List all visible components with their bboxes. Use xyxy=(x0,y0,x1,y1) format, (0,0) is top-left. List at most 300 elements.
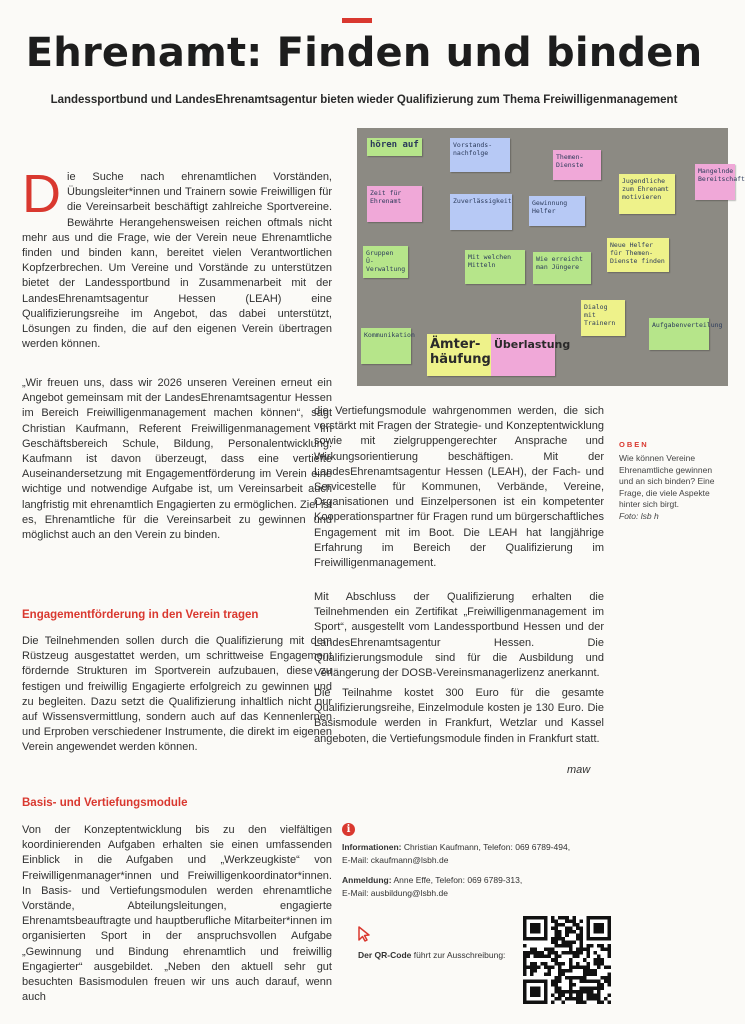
qr-module xyxy=(569,948,573,952)
qr-module xyxy=(537,965,541,969)
qr-module xyxy=(530,972,534,976)
caption-label: OBEN xyxy=(619,440,649,449)
qr-module xyxy=(551,951,555,955)
article-col2-p3: Die Teilnahme kostet 300 Euro für die gesamte Qualifizierungsreihe, Einzelmodule kosten je 130 Euro. Die Basismodule werden in Frankfurt, Wetzlar und Kassel angeboten, die Vertiefungsmodule finden in Frankfurt statt. xyxy=(314,687,604,745)
qr-module xyxy=(586,993,590,997)
qr-module xyxy=(555,920,559,924)
registration-text: Anne Effe, Telefon: 069 6789-313, xyxy=(393,875,523,885)
qr-module xyxy=(569,944,573,948)
qr-module xyxy=(583,965,587,969)
contact-email[interactable]: E-Mail: ckaufmann@lsbh.de xyxy=(342,854,449,865)
qr-module xyxy=(583,1000,587,1004)
qr-module xyxy=(534,965,538,969)
qr-module xyxy=(597,986,601,990)
qr-module xyxy=(551,941,555,945)
qr-module xyxy=(551,927,555,931)
section-heading-2: Basis- und Vertiefungsmodule xyxy=(22,797,188,809)
qr-module xyxy=(537,955,541,959)
qr-module xyxy=(597,958,601,962)
sticky-note: Gruppen Ü-Verwaltung xyxy=(363,246,408,278)
qr-module xyxy=(607,972,611,976)
qr-module xyxy=(569,986,573,990)
qr-module xyxy=(583,986,587,990)
qr-module xyxy=(555,986,559,990)
qr-module xyxy=(597,944,601,948)
qr-module xyxy=(544,972,548,976)
qr-text: führt zur Ausschreibung: xyxy=(413,950,506,960)
qr-module xyxy=(534,955,538,959)
qr-module xyxy=(565,990,569,994)
qr-module xyxy=(579,934,583,938)
registration-email[interactable]: E-Mail: ausbildung@lsbh.de xyxy=(342,887,448,898)
qr-module xyxy=(593,997,597,1001)
sticky-note: Themen-Dienste xyxy=(553,150,601,180)
page-title: Ehrenamt: Finden und binden xyxy=(25,30,703,76)
qr-module xyxy=(583,990,587,994)
qr-module xyxy=(562,941,566,945)
article-section-2: Von der Konzeptentwicklung bis zu den vielfältigen koordinierenden Aufgaben erhalten sie einen umfassenden Einblick in die Aufgaben und „Werkzeugkiste“ von Freiwilligenmanager*innen und Freiwilligenkoordinator*innen. In Basis- und Vertiefungsmodulen werden ehrenamtliche Vorstände, Abteilungsleitungen, engagierte Ehrenamtsbeauftragte und hauptberufliche Mitarbeiter*innen im organisierten Sport in der anspruchsvollen Aufgabe „Gewinnung und Bindung ehrenamtlich und freiwillig Engagierter“ ausgebildet. „Neben den aktuell sehr gut besuchten Basismodulen freuen wir uns auch darauf, wenn auch xyxy=(22,824,332,1004)
qr-module xyxy=(548,972,552,976)
qr-module xyxy=(569,920,573,924)
qr-module xyxy=(523,944,527,948)
qr-module xyxy=(555,951,559,955)
qr-module xyxy=(579,930,583,934)
qr-module xyxy=(572,997,576,1001)
qr-module xyxy=(562,923,566,927)
qr-module xyxy=(590,986,594,990)
qr-module xyxy=(593,986,597,990)
qr-module xyxy=(555,955,559,959)
qr-module xyxy=(527,965,531,969)
qr-module xyxy=(607,976,611,980)
qr-module xyxy=(600,1000,604,1004)
article-col2-p2: Mit Abschluss der Qualifizierung erhalten die Teilnehmenden ein Zertifikat „Freiwilligenmanagement im Sport“, ausgestellt vom Landessportbund Hessen und der LandesEhrenamtsagentur Hessen. Die Qualifizierungsmodule sind für die Ausbildung und Verlängerung der DOSB-Vereinsmanagerlizenz anerkannt. xyxy=(314,591,604,680)
qr-module xyxy=(544,955,548,959)
qr-module xyxy=(576,948,580,952)
qr-module xyxy=(562,990,566,994)
qr-module xyxy=(572,916,576,920)
qr-module xyxy=(551,958,555,962)
qr-module xyxy=(565,934,569,938)
qr-module xyxy=(569,979,573,983)
qr-module xyxy=(586,969,590,973)
section-heading-1: Engagementförderung in den Verein tragen xyxy=(22,609,259,621)
qr-module xyxy=(586,951,590,955)
qr-module xyxy=(579,951,583,955)
photo-caption xyxy=(619,453,727,522)
photo-credit: Foto: lsb h xyxy=(619,510,659,521)
qr-module xyxy=(569,976,573,980)
qr-module xyxy=(569,969,573,973)
article-section-1: Die Teilnehmenden sollen durch die Qualifizierung mit dem Rüstzeug ausgestattet werden, um schrittweise Engagement fördernde Strukturen im Sportverein aufzubauen, diese zu festigen und freiwillig Engagierte erfolgreich zu gewinnen und zu begleiten. Dazu setzt die Qualifizierung inhaltlich nicht nur auf Wissensvermittlung, sondern auch auf das Kennenlernen und Erproben verschiedener Instrumente, die direkt im eigenen Verein angewendet werden können. xyxy=(22,635,332,754)
qr-module xyxy=(565,920,569,924)
qr-module xyxy=(544,962,548,966)
qr-module xyxy=(558,976,562,980)
qr-module xyxy=(555,958,559,962)
qr-label: Der QR-Code xyxy=(358,950,412,960)
qr-module xyxy=(555,983,559,987)
qr-caption xyxy=(358,950,505,960)
qr-module xyxy=(565,941,569,945)
qr-module xyxy=(579,990,583,994)
qr-module xyxy=(583,979,587,983)
qr-module xyxy=(534,951,538,955)
info-registration xyxy=(342,874,522,899)
qr-module xyxy=(548,965,552,969)
qr-module xyxy=(586,962,590,966)
qr-module xyxy=(551,916,555,920)
qr-module xyxy=(523,962,527,966)
qr-module xyxy=(590,993,594,997)
qr-module xyxy=(530,948,534,952)
qr-module xyxy=(597,990,601,994)
qr-module xyxy=(607,948,611,952)
qr-module xyxy=(579,993,583,997)
qr-module xyxy=(558,993,562,997)
qr-module xyxy=(576,976,580,980)
info-contact xyxy=(342,841,570,866)
dropcap: D xyxy=(22,164,61,224)
qr-module xyxy=(576,1000,580,1004)
qr-module xyxy=(597,965,601,969)
sticky-note: Dialog mit Trainern xyxy=(581,300,625,336)
qr-module xyxy=(569,951,573,955)
qr-module xyxy=(523,972,527,976)
qr-module xyxy=(558,972,562,976)
qr-module xyxy=(544,948,548,952)
qr-module xyxy=(576,962,580,966)
qr-module xyxy=(583,958,587,962)
registration-label: Anmeldung: xyxy=(342,875,392,885)
qr-module xyxy=(562,962,566,966)
article-intro xyxy=(22,164,332,352)
sticky-note: hören auf xyxy=(367,138,422,156)
qr-module xyxy=(562,1000,566,1004)
qr-module xyxy=(562,951,566,955)
qr-module xyxy=(555,997,559,1001)
sticky-note: Aufgabenverteilung xyxy=(649,318,709,350)
qr-module xyxy=(600,976,604,980)
qr-module xyxy=(548,951,552,955)
qr-module xyxy=(548,955,552,959)
contact-label: Informationen: xyxy=(342,842,402,852)
qr-module xyxy=(583,948,587,952)
qr-module xyxy=(607,955,611,959)
qr-module xyxy=(548,969,552,973)
qr-module xyxy=(551,983,555,987)
qr-module xyxy=(534,969,538,973)
qr-module xyxy=(541,951,545,955)
qr-code[interactable] xyxy=(523,916,611,1004)
qr-module xyxy=(586,979,590,983)
corkboard-photo xyxy=(357,128,745,386)
qr-module xyxy=(583,976,587,980)
qr-module xyxy=(590,944,594,948)
qr-module xyxy=(572,990,576,994)
qr-module xyxy=(590,969,594,973)
qr-module xyxy=(590,997,594,1001)
sticky-note: Zuverlässigkeit xyxy=(450,194,512,230)
qr-module xyxy=(572,951,576,955)
qr-module xyxy=(597,955,601,959)
qr-module xyxy=(558,930,562,934)
qr-module xyxy=(593,993,597,997)
qr-finder xyxy=(593,923,604,934)
qr-module xyxy=(555,944,559,948)
qr-module xyxy=(569,958,573,962)
qr-module xyxy=(541,955,545,959)
info-icon: i xyxy=(342,823,355,836)
qr-module xyxy=(523,965,527,969)
qr-module xyxy=(583,969,587,973)
qr-module xyxy=(572,976,576,980)
qr-module xyxy=(555,962,559,966)
qr-module xyxy=(558,965,562,969)
qr-module xyxy=(572,965,576,969)
qr-module xyxy=(530,969,534,973)
author-signature: maw xyxy=(567,764,591,776)
qr-module xyxy=(590,979,594,983)
qr-module xyxy=(579,986,583,990)
qr-module xyxy=(572,941,576,945)
qr-module xyxy=(558,990,562,994)
qr-module xyxy=(544,965,548,969)
cursor-icon xyxy=(356,925,374,943)
qr-module xyxy=(558,916,562,920)
qr-module xyxy=(551,965,555,969)
qr-module xyxy=(607,965,611,969)
sticky-note: Mit welchen Mitteln xyxy=(465,250,525,284)
qr-module xyxy=(537,951,541,955)
qr-module xyxy=(576,993,580,997)
qr-module xyxy=(576,927,580,931)
qr-module xyxy=(576,997,580,1001)
qr-module xyxy=(555,976,559,980)
qr-module xyxy=(558,997,562,1001)
qr-module xyxy=(600,962,604,966)
qr-module xyxy=(523,951,527,955)
qr-module xyxy=(579,976,583,980)
qr-module xyxy=(586,990,590,994)
qr-module xyxy=(565,927,569,931)
qr-module xyxy=(562,944,566,948)
qr-module xyxy=(593,972,597,976)
qr-module xyxy=(565,976,569,980)
qr-module xyxy=(569,962,573,966)
qr-module xyxy=(523,958,527,962)
qr-module xyxy=(576,955,580,959)
contact-text: Christian Kaufmann, Telefon: 069 6789-494, xyxy=(403,842,571,852)
qr-module xyxy=(597,1000,601,1004)
qr-module xyxy=(523,955,527,959)
qr-module xyxy=(530,965,534,969)
qr-module xyxy=(597,979,601,983)
qr-module xyxy=(562,969,566,973)
top-accent-bar xyxy=(342,18,372,23)
qr-module xyxy=(593,979,597,983)
qr-module xyxy=(593,958,597,962)
qr-module xyxy=(579,937,583,941)
qr-module xyxy=(558,986,562,990)
qr-module xyxy=(558,979,562,983)
qr-module xyxy=(607,979,611,983)
qr-module xyxy=(579,948,583,952)
qr-module xyxy=(555,937,559,941)
qr-module xyxy=(541,962,545,966)
qr-module xyxy=(558,962,562,966)
qr-module xyxy=(579,1000,583,1004)
qr-module xyxy=(579,920,583,924)
qr-module xyxy=(523,969,527,973)
qr-module xyxy=(548,948,552,952)
qr-module xyxy=(586,944,590,948)
qr-module xyxy=(586,997,590,1001)
qr-module xyxy=(607,983,611,987)
qr-module xyxy=(555,923,559,927)
qr-module xyxy=(600,944,604,948)
qr-module xyxy=(583,972,587,976)
qr-module xyxy=(569,927,573,931)
qr-module xyxy=(586,965,590,969)
qr-module xyxy=(551,920,555,924)
qr-module xyxy=(569,941,573,945)
sticky-note: Neue Helfer für Themen-Dienste finden xyxy=(607,238,669,272)
qr-module xyxy=(590,990,594,994)
qr-module xyxy=(562,972,566,976)
qr-module xyxy=(593,951,597,955)
qr-module xyxy=(579,965,583,969)
qr-module xyxy=(597,997,601,1001)
qr-module xyxy=(593,969,597,973)
qr-module xyxy=(534,948,538,952)
sticky-note: Gewinnung Helfer xyxy=(529,196,585,226)
qr-module xyxy=(555,990,559,994)
qr-module xyxy=(530,962,534,966)
sticky-note: Mangelnde Bereitschaft xyxy=(695,164,735,200)
article-quote: „Wir freuen uns, dass wir 2026 unseren Vereinen erneut ein Angebot gemeinsam mit der LandesEhrenamtsagentur Hessen im Bereich Freiwilligenmanagement machen können“, sagt Christian Kaufmann, Referent Freiwilligenmanagement im Geschäftsbereich Schule, Bildung, Personalentwicklung. Kaufmann ist davon überzeugt, dass eine vertiefte Auseinandersetzung mit Engagementförderung im Verein eine wichtige und notwendige Aufgabe ist, um Vereinsarbeit auch langfristig mit ehrenamtlich Engagierten zu ermöglichen. Ziel ist es, Ehrenamtliche für die Vereinsarbeit zu gewinnen und möglichst auch an den Verein zu binden. xyxy=(22,377,332,542)
qr-module xyxy=(551,937,555,941)
qr-module xyxy=(579,997,583,1001)
page-subtitle: Landessportbund und LandesEhrenamtsagentur bieten wieder Qualifizierung zum Thema Freiwilligenmanagement xyxy=(50,94,678,106)
qr-module xyxy=(572,923,576,927)
sticky-note: Überlastung xyxy=(491,334,555,376)
qr-module xyxy=(565,997,569,1001)
qr-module xyxy=(562,993,566,997)
qr-module xyxy=(604,997,608,1001)
qr-module xyxy=(600,986,604,990)
qr-module xyxy=(597,993,601,997)
qr-module xyxy=(600,958,604,962)
article-col2-p1: die Vertiefungsmodule wahrgenommen werden, die sich verstärkt mit Fragen der Strategie- und Konzeptentwicklung sowie mit zielgruppengerechter Ansprache und Wirkungsorientierung beschäftigen. Mit der LandesEhrenamtsagentur Hessen (LEAH), der Fach- und Servicestelle für Kommunen, Verbände, Vereine, Organisationen und Einzelpersonen ist ein kompetenter Kooperationspartner für Fragen rund um bürgerschaftliches Engagement mit im Boot. Die LEAH hat langjährige Erfahrung im Bereich der Qualifizierung im Freiwilligenmanagement. xyxy=(314,405,604,570)
qr-module xyxy=(569,993,573,997)
qr-module xyxy=(572,983,576,987)
qr-module xyxy=(562,916,566,920)
qr-module xyxy=(530,951,534,955)
qr-module xyxy=(558,923,562,927)
qr-module xyxy=(572,920,576,924)
qr-module xyxy=(579,941,583,945)
qr-module xyxy=(562,937,566,941)
intro-paragraph: ie Suche nach ehrenamtlichen Vorständen, Übungsleiter*innen und Trainern sowie Freiwilligen für die Vereinsarbeit beschäftigt zahlreiche Sportvereine. Bewährte Herangehensweisen reichen oftmals nicht mehr aus und die Frage, wie der Verein neue Ehrenamtliche finden und binden kann, bereitet vielen Verantwortlichen Kopfzerbrechen. Um Vereine und Vorstände zu unterstützen bietet der Landessportbund in Zusammenarbeit mit der LandesEhrenamtsagentur Hessen (LEAH) eine Qualifizierungsreihe im Angebot, das dabei unterstützt, Lösungen zu finden, die auf den eigenen Verein übertragen werden können. xyxy=(22,171,332,351)
qr-finder xyxy=(530,986,541,997)
qr-module xyxy=(579,979,583,983)
qr-module xyxy=(586,948,590,952)
qr-module xyxy=(593,962,597,966)
qr-module xyxy=(551,993,555,997)
qr-module xyxy=(590,972,594,976)
qr-module xyxy=(558,944,562,948)
qr-module xyxy=(558,937,562,941)
sticky-note: Wie erreicht man Jüngere xyxy=(533,252,591,284)
qr-module xyxy=(569,930,573,934)
qr-module xyxy=(586,972,590,976)
qr-module xyxy=(572,955,576,959)
qr-module xyxy=(569,990,573,994)
qr-module xyxy=(551,979,555,983)
qr-module xyxy=(579,944,583,948)
qr-module xyxy=(551,1000,555,1004)
qr-finder xyxy=(530,923,541,934)
qr-module xyxy=(555,979,559,983)
qr-module xyxy=(604,965,608,969)
qr-module xyxy=(565,969,569,973)
qr-module xyxy=(607,951,611,955)
qr-module xyxy=(558,955,562,959)
sticky-note: Kommunikation xyxy=(361,328,411,364)
qr-module xyxy=(565,930,569,934)
qr-module xyxy=(607,993,611,997)
sticky-note: Vorstands-nachfolge xyxy=(450,138,510,172)
qr-module xyxy=(607,944,611,948)
qr-module xyxy=(527,955,531,959)
qr-module xyxy=(565,944,569,948)
qr-module xyxy=(555,930,559,934)
qr-module xyxy=(565,951,569,955)
qr-module xyxy=(579,927,583,931)
qr-module xyxy=(597,983,601,987)
qr-module xyxy=(576,923,580,927)
sticky-note: Jugendliche zum Ehrenamt motivieren xyxy=(619,174,675,214)
qr-module xyxy=(565,916,569,920)
qr-module xyxy=(572,930,576,934)
qr-module xyxy=(604,976,608,980)
qr-module xyxy=(558,934,562,938)
qr-module xyxy=(569,997,573,1001)
sticky-note: Ämter-häufung xyxy=(427,334,491,376)
caption-text: Wie können Vereine Ehrenamtliche gewinnen und an sich binden? Eine Frage, die viele Aspekte hinter sich birgt. xyxy=(619,453,715,509)
qr-module xyxy=(555,934,559,938)
qr-module xyxy=(576,951,580,955)
qr-module xyxy=(555,941,559,945)
qr-module xyxy=(576,990,580,994)
sticky-note: Zeit für Ehrenamt xyxy=(367,186,422,222)
qr-module xyxy=(555,927,559,931)
qr-module xyxy=(586,955,590,959)
qr-module xyxy=(527,951,531,955)
qr-module xyxy=(576,965,580,969)
qr-module xyxy=(604,979,608,983)
qr-module xyxy=(600,948,604,952)
qr-module xyxy=(569,965,573,969)
qr-module xyxy=(576,937,580,941)
qr-module xyxy=(534,962,538,966)
qr-module xyxy=(551,948,555,952)
qr-module xyxy=(586,986,590,990)
qr-module xyxy=(558,969,562,973)
qr-module xyxy=(576,934,580,938)
qr-module xyxy=(604,948,608,952)
qr-module xyxy=(600,983,604,987)
